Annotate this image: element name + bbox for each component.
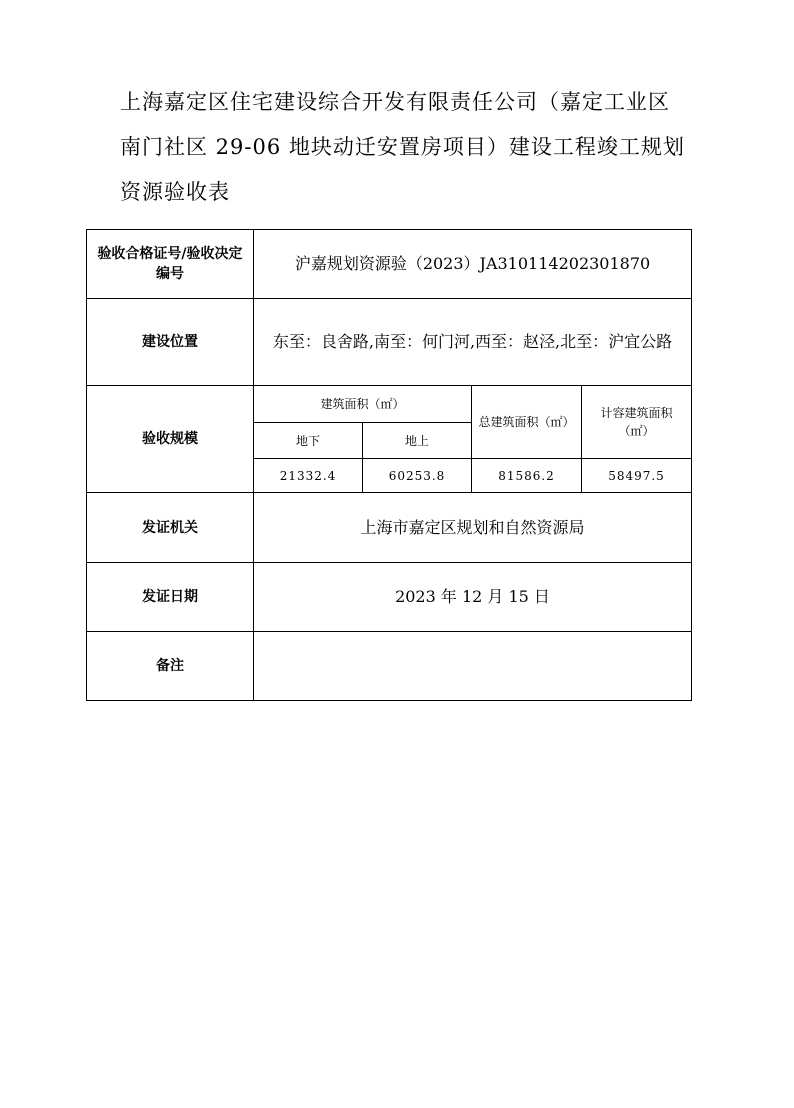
- scale-header-row: [87, 386, 692, 423]
- underground-value: 21332.4: [254, 459, 363, 493]
- location-label: 建设位置: [87, 299, 254, 386]
- document-title: 上海嘉定区住宅建设综合开发有限责任公司（嘉定工业区南门社区 29-06 地块动迁安置房项目）建设工程竣工规划资源验收表: [120, 90, 685, 204]
- total-area-header: 总建筑面积（㎡）: [472, 386, 582, 459]
- aboveground-value: 60253.8: [363, 459, 472, 493]
- cert-no-label: 验收合格证号/验收决定编号: [87, 230, 254, 299]
- authority-value: 上海市嘉定区规划和自然资源局: [254, 493, 692, 563]
- location-value: 东至：良舍路,南至：何门河,西至：赵泾,北至：沪宜公路: [254, 299, 692, 386]
- cert-no-row: [87, 230, 692, 299]
- remarks-label: 备注: [87, 632, 254, 701]
- cert-no-value: 沪嘉规划资源验（2023）JA310114202301870: [254, 230, 692, 299]
- authority-label: 发证机关: [87, 493, 254, 563]
- building-area-header: 建筑面积（㎡）: [254, 386, 472, 423]
- scale-label: 验收规模: [87, 386, 254, 493]
- acceptance-table: [86, 229, 692, 701]
- date-label: 发证日期: [87, 563, 254, 632]
- remarks-row: [87, 632, 692, 701]
- plot-area-header: 计容建筑面积（㎡）: [582, 386, 692, 459]
- aboveground-header: 地上: [363, 423, 472, 459]
- total-area-value: 81586.2: [472, 459, 582, 493]
- date-row: [87, 563, 692, 632]
- underground-header: 地下: [254, 423, 363, 459]
- location-row: [87, 299, 692, 386]
- plot-area-value: 58497.5: [582, 459, 692, 493]
- remarks-value: [254, 632, 692, 701]
- date-value: 2023 年 12 月 15 日: [254, 563, 692, 632]
- authority-row: [87, 493, 692, 563]
